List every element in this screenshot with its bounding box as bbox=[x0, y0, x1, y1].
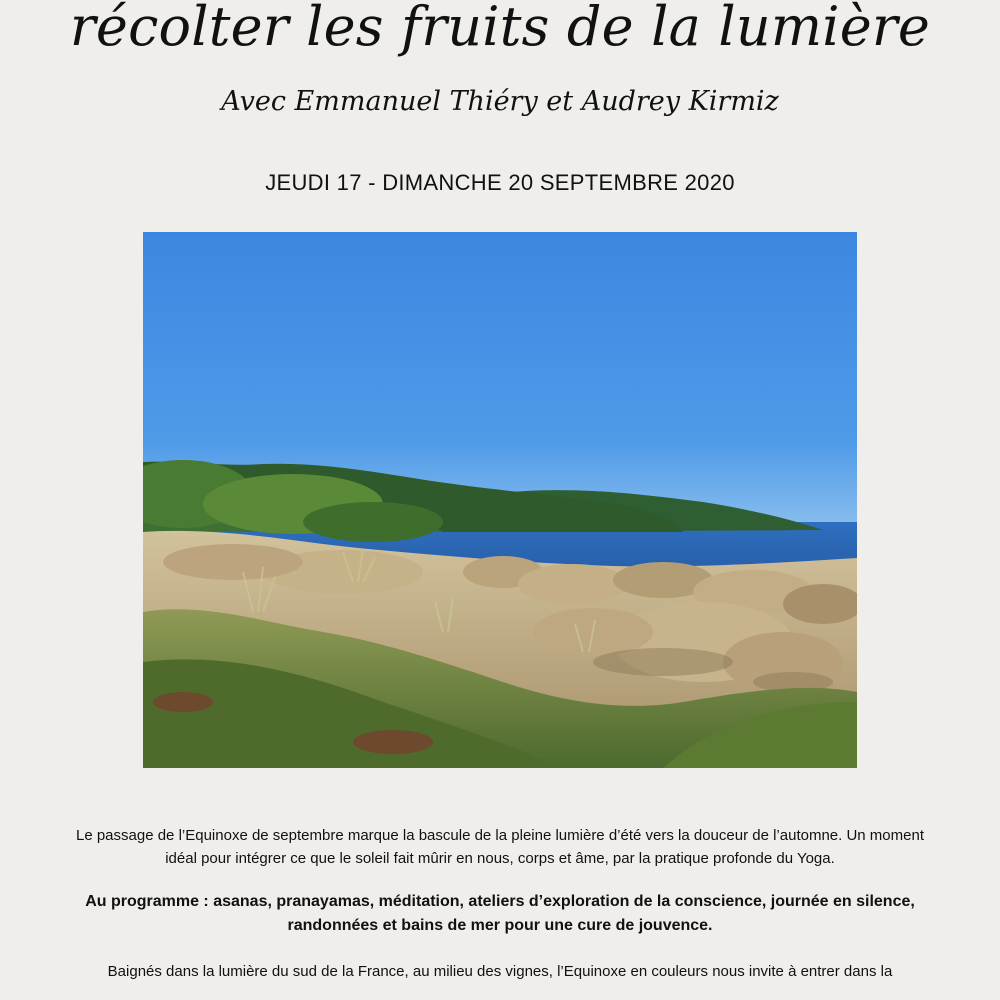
coastal-landscape-photo bbox=[143, 232, 857, 768]
page-subtitle: Avec Emmanuel Thiéry et Audrey Kirmiz bbox=[221, 86, 779, 117]
outro-paragraph: Baignés dans la lumière du sud de la France, au milieu des vignes, l’Equinoxe en couleurs nous invite à entrer dans la bbox=[107, 963, 893, 980]
programme-paragraph: Au programme : asanas, pranayamas, méditation, ateliers d’exploration de la conscience, journée en silence, randonnées et bains de mer pour une cure de jouvence. bbox=[85, 893, 915, 934]
intro-paragraph: Le passage de l’Equinoxe de septembre marque la bascule de la pleine lumière d’été vers la douceur de l’automne. Un moment idéal pour intégrer ce que le soleil fait mûrir en nous, corps et âme, par la pratique profonde du Yoga. bbox=[75, 827, 924, 867]
page-title: récolter les fruits de la lumière bbox=[69, 0, 931, 58]
event-dates: JEUDI 17 - DIMANCHE 20 SEPTEMBRE 2020 bbox=[265, 170, 735, 195]
description-block bbox=[60, 824, 940, 983]
